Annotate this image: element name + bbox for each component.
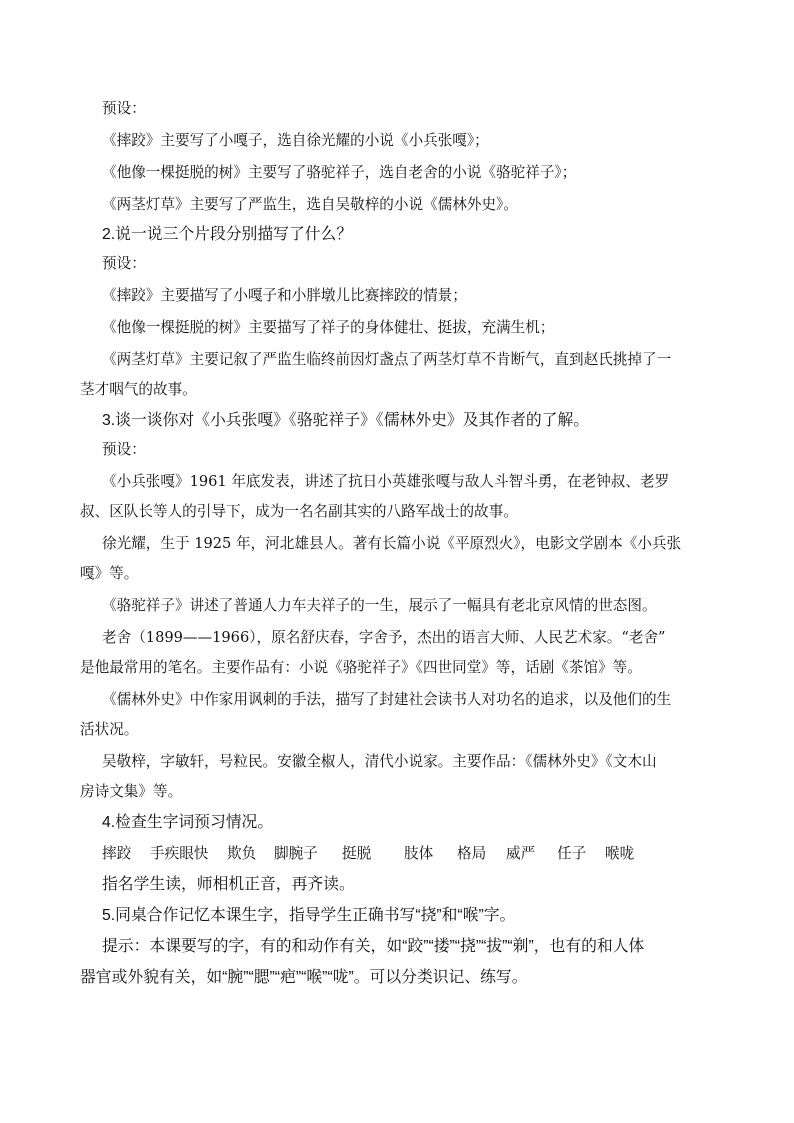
preset-item: 《摔跤》主要写了小嘎子，选自徐光耀的小说《小兵张嘎》； [102, 132, 489, 149]
vocab-word: 任子 [557, 845, 587, 862]
instruction-text: 指名学生读，师相机正音，再齐读。 [102, 876, 355, 893]
paragraph-line: 《儒林外史》中作家用讽刺的手法，描写了封建社会读书人对功名的追求，以及他们的生 [102, 691, 672, 708]
paragraph-continuation: 是他最常用的笔名。主要作品有：小说《骆驼祥子》《四世同堂》等，话剧《茶馆》等。 [80, 659, 642, 676]
vocab-word: 脚腕子 [274, 845, 318, 862]
paragraph-continuation: 房诗文集》等。 [80, 783, 183, 800]
paragraph-line: 吴敬梓，字敏轩，号粒民。安徽全椒人，清代小说家。主要作品：《儒林外史》《文木山 [102, 753, 657, 770]
vocab-word: 喉咙 [605, 845, 635, 862]
question-heading: 5.同桌合作记忆本课生字，指导学生正确书写“挠”和“喉”字。 [102, 907, 516, 924]
preset-item: 《他像一棵挺脱的树》主要写了骆驼祥子，选自老舍的小说《骆驼祥子》； [102, 164, 577, 181]
preset-item: 《他像一棵挺脱的树》主要描写了祥子的身体健壮、挺拔，充满生机； [102, 319, 555, 336]
vocab-word: 威严 [506, 845, 536, 862]
paragraph-line: 《骆驼祥子》讲述了普通人力车夫祥子的一生，展示了一幅具有老北京风情的世态图。 [102, 597, 657, 614]
paragraph-continuation: 活状况。 [80, 721, 139, 738]
vocab-word: 挺脱 [342, 845, 372, 862]
tip-line: 提示：本课要写的字，有的和动作有关，如“跤”“搂”“挠”“拔”“剃”，也有的和人体 [102, 938, 645, 955]
preset-item-continuation: 茎才咽气的故事。 [80, 381, 197, 398]
question-heading: 4.检查生字词预习情况。 [102, 814, 274, 831]
tip-continuation: 器官或外貌有关，如“腕”“腮”“疤”“喉”“咙”。可以分类识记、练写。 [80, 969, 528, 986]
preset-label: 预设： [102, 100, 146, 117]
document-body [80, 96, 692, 992]
paragraph-line: 老舍（1899——1966），原名舒庆春，字舍予，杰出的语言大师、人民艺术家。“老舍” [102, 629, 666, 646]
preset-label: 预设： [102, 255, 146, 272]
paragraph-line: 《小兵张嘎》1961 年底发表，讲述了抗日小英雄张嘎与敌人斗智斗勇，在老钟叔、老罗 [102, 473, 670, 490]
paragraph-continuation: 叔、区队长等人的引导下，成为一名名副其实的八路军战士的故事。 [80, 503, 518, 520]
vocab-word: 手疾眼快 [150, 845, 209, 862]
vocab-list [102, 841, 692, 867]
vocab-word: 格局 [457, 845, 487, 862]
vocab-word: 肢体 [404, 845, 434, 862]
preset-item: 《摔跤》主要描写了小嘎子和小胖墩儿比赛摔跤的情景； [102, 287, 467, 304]
paragraph-continuation: 嘎》等。 [80, 565, 139, 582]
question-heading: 3.谈一谈你对《小兵张嘎》《骆驼祥子》《儒林外史》及其作者的了解。 [102, 412, 590, 429]
preset-item: 《两茎灯草》主要写了严监生，选自吴敬梓的小说《儒林外史》。 [102, 196, 518, 213]
paragraph-line: 徐光耀，生于 1925 年，河北雄县人。著有长篇小说《平原烈火》，电影文学剧本《小兵张 [102, 535, 682, 552]
question-heading: 2.说一说三个片段分别描写了什么？ [102, 226, 353, 243]
preset-item-line: 《两茎灯草》主要记叙了严监生临终前因灯盏点了两茎灯草不肯断气，直到赵氏挑掉了一 [102, 351, 672, 368]
vocab-word: 欺负 [227, 845, 257, 862]
preset-label: 预设： [102, 441, 146, 458]
vocab-word: 摔跤 [102, 845, 132, 862]
